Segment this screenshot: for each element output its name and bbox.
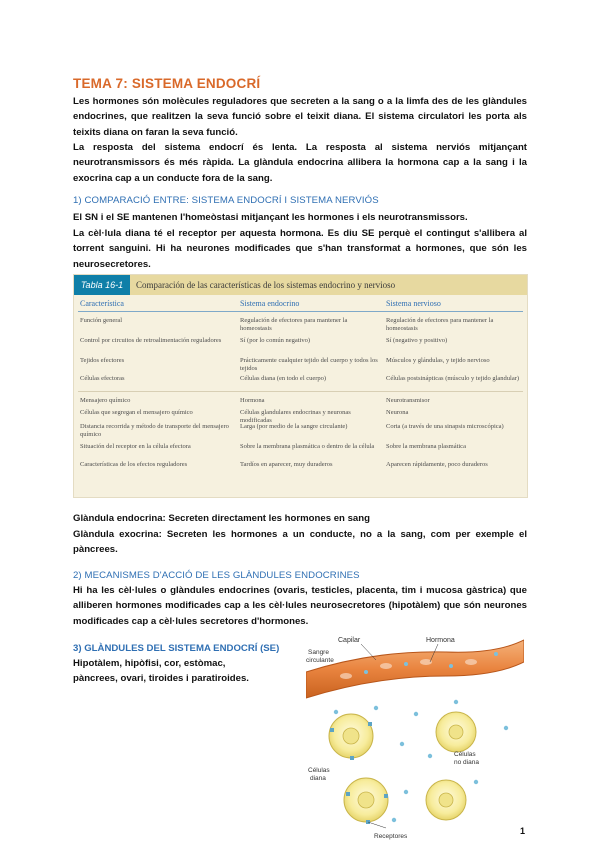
section-2-paragraph: Hi ha les cèl·lules o glàndules endocrines (ovaris, testicles, placenta, tim i mucosa gàstrica) que alliberen hormones modificades cap a les cèl·lules neurosecretores (hipotàlem) que són neurones modificades cap a cèl·lules secretores d'hormones. xyxy=(73,585,527,627)
table-cell: Células postsinápticas (músculo y tejido glandular) xyxy=(386,375,520,382)
table-cell: Prácticamente cualquier tejido del cuerpo y todos los tejidos xyxy=(240,357,378,373)
hormone-molecule xyxy=(374,706,378,710)
intro-paragraph-1: Les hormones són molècules reguladores que secreten a la sang o a la limfa des de les glàndules endocrines, que realitzen la seva funció sobre el teixit diana. El sistema circulatori les porta als teixits diana on faran la seva funció. xyxy=(73,96,527,138)
hormone-molecule xyxy=(449,664,453,668)
receptor xyxy=(346,792,350,796)
section-3-line-1: Hipotàlem, hipòfisi, cor, estòmac, xyxy=(73,658,226,669)
non-target-cells-label-2: no diana xyxy=(454,759,479,766)
target-cells-label-1: Células xyxy=(308,767,330,774)
hormone-molecule xyxy=(404,662,408,666)
table-cell: Tejidos efectores xyxy=(80,357,125,364)
table-header-rule xyxy=(78,311,523,312)
table-cell: Células que segregan el mensajero químico xyxy=(80,409,193,416)
target-cells-label-2: diana xyxy=(310,775,326,782)
table-cell: Aparecen rápidamente, poco duraderos xyxy=(386,461,488,468)
section-3-heading: 3) GLÀNDULES DEL SISTEMA ENDOCRÍ (SE) xyxy=(73,643,280,654)
table-title: Comparación de las características de los sistemas endocrino y nervioso xyxy=(136,280,396,290)
table-cell: Sobre la membrana plasmática o dentro de la célula xyxy=(240,443,375,450)
table-cell: Sobre la membrana plasmática xyxy=(386,443,466,450)
hormone-molecule xyxy=(334,710,338,714)
blood-label-2: circulante xyxy=(306,657,334,664)
capillary-label: Capilar xyxy=(338,637,361,644)
hormone-molecule xyxy=(474,780,478,784)
cell-nucleus xyxy=(358,792,374,808)
hormone-molecule xyxy=(364,670,368,674)
hormone-molecule xyxy=(494,652,498,656)
table-cell: Distancia recorrida y método de transporte del mensajero químico xyxy=(80,423,229,439)
hormone-molecule xyxy=(400,742,404,746)
blood-label-1: Sangre xyxy=(308,649,329,656)
table-cell: Función general xyxy=(80,317,123,324)
table-row-divider xyxy=(78,391,523,392)
table-column-header: Característica xyxy=(80,299,124,308)
hormone-molecule xyxy=(392,818,396,822)
section-1-paragraph-2: La cèl·lula diana té el receptor per aquesta hormona. Es diu SE perquè el contingut s'allibera al torrent sanguini. Hi ha neurones modificades que s'han transformat a hormones, que són les neurosecretores. xyxy=(73,228,527,270)
table-column-header: Sistema endocrino xyxy=(240,299,300,308)
hormone-molecule xyxy=(414,712,418,716)
hormone-molecule xyxy=(454,700,458,704)
table-cell: Tardíos en aparecer, muy duraderos xyxy=(240,461,333,468)
table-cell: Control por circuitos de retroalimentación reguladores xyxy=(80,337,222,344)
cell-nucleus xyxy=(449,725,463,739)
table-cell: Neurona xyxy=(386,409,409,416)
page-title: TEMA 7: SISTEMA ENDOCRÍ xyxy=(73,76,261,91)
table-cell: Corta (a través de una sinapsis microscópica) xyxy=(386,423,504,430)
comparison-table-figure xyxy=(73,274,528,498)
hormone-target-cell-illustration xyxy=(306,632,524,840)
cell-nucleus xyxy=(343,728,359,744)
hormone-molecule xyxy=(404,790,408,794)
table-cell: Situación del receptor en la célula efectora xyxy=(80,443,191,450)
blood-cell xyxy=(465,659,477,665)
receptors-label: Receptores xyxy=(374,833,408,840)
receptor xyxy=(384,794,388,798)
hormone-label: Hormona xyxy=(426,637,455,644)
receptor xyxy=(350,756,354,760)
table-tag: Tabla 16-1 xyxy=(74,275,130,295)
section-1-heading: 1) COMPARACIÓ ENTRE: SISTEMA ENDOCRÍ I SISTEMA NERVIÓS xyxy=(73,195,379,206)
table-cell: Mensajero químico xyxy=(80,397,131,404)
table-cell: Características de los efectos reguladores xyxy=(80,461,188,468)
section-3-line-2: pàncrees, ovari, tiroides i paratiroides. xyxy=(73,673,249,684)
table-column-header: Sistema nervioso xyxy=(386,299,441,308)
table-cell: Larga (por medio de la sangre circulante) xyxy=(240,423,348,430)
table-cell: Neurotransmisor xyxy=(386,397,430,404)
receptor xyxy=(368,722,372,726)
intro-paragraph-2: La resposta del sistema endocrí és lenta. La resposta al sistema nerviós mitjançant neurotransmissors és més ràpida. La glàndula endocrina allibera la hormona cap a la sang i la exocrina cap a un conducte fora de la sang. xyxy=(73,142,527,184)
receptor xyxy=(330,728,334,732)
table-cell: Sí (negativo y positivo) xyxy=(386,337,448,344)
table-cell: Células glandulares endocrinas y neuronas modificadas xyxy=(240,409,351,425)
table-cell: Músculos y glándulas, y tejido nervioso xyxy=(386,357,490,364)
non-target-cells-label-1: Células xyxy=(454,751,476,758)
table-cell: Células diana (en todo el cuerpo) xyxy=(240,375,327,382)
label-leader-line xyxy=(368,822,386,828)
table-cell: Hormona xyxy=(240,397,265,404)
cell-nucleus xyxy=(439,793,453,807)
blood-cell xyxy=(340,673,352,679)
table-cell: Células efectoras xyxy=(80,375,125,382)
hormone-molecule xyxy=(428,754,432,758)
section-2-heading: 2) MECANISMES D'ACCIÓ DE LES GLÀNDULES ENDOCRINES xyxy=(73,570,360,581)
table-cell: Regulación de efectores para mantener la homeostasis xyxy=(240,317,348,333)
hormone-molecule xyxy=(504,726,508,730)
exocrine-gland-definition: Glàndula exocrina: Secreten les hormones a un conducte, no a la sang, com per exemple el pàncrees. xyxy=(73,529,527,556)
section-1-paragraph-1: El SN i el SE mantenen l'homeòstasi mitjançant les hormones i els neurotransmissors. xyxy=(73,212,468,223)
blood-cell xyxy=(380,663,392,669)
endocrine-gland-definition: Glàndula endocrina: Secreten directament les hormones en sang xyxy=(73,513,370,524)
capillary-vessel xyxy=(306,640,524,698)
table-cell: Regulación de efectores para mantener la homeostasis xyxy=(386,317,494,333)
table-cell: Sí (por lo común negativo) xyxy=(240,337,311,344)
page-number: 1 xyxy=(520,826,526,836)
